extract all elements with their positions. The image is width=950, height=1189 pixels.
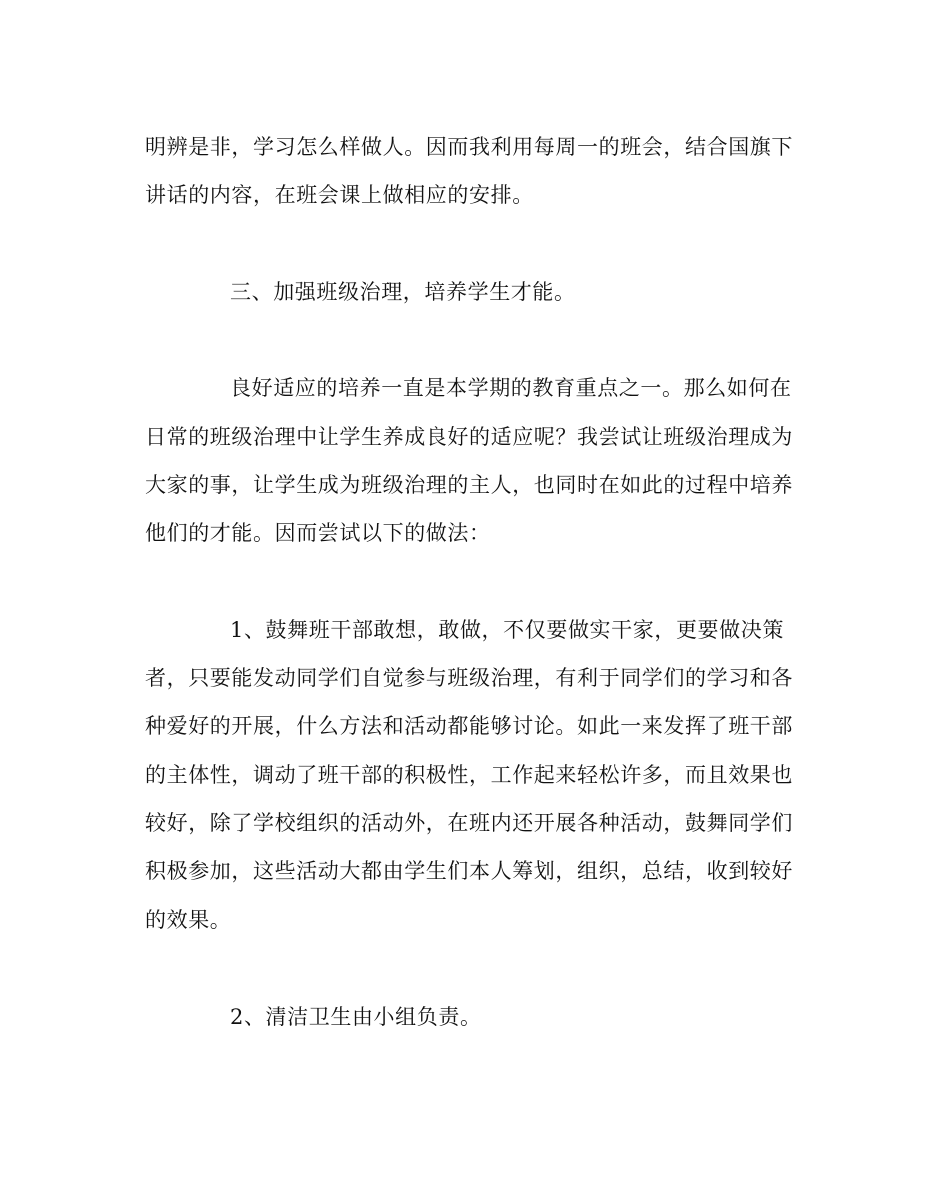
- text-line: 的效果。: [145, 908, 232, 932]
- section-heading: 三、加强班级治理，培养学生才能。: [230, 280, 576, 304]
- text-line: 大家的事，让学生成为班级治理的主人，也同时在如此的过程中培养: [145, 473, 793, 497]
- text-line: 2、清洁卫生由小组负责。: [230, 1005, 482, 1029]
- text-line: 1、鼓舞班干部敢想，敢做，不仅要做实干家，更要做决策: [230, 618, 784, 642]
- text-line: 积极参加，这些活动大都由学生们本人筹划，组织，总结，收到较好: [145, 859, 793, 883]
- text-line: 讲话的内容，在班会课上做相应的安排。: [145, 183, 534, 207]
- text-line: 良好适应的培养一直是本学期的教育重点之一。那么如何在: [230, 376, 792, 400]
- text-line: 种爱好的开展，什么方法和活动都能够讨论。如此一来发挥了班干部: [145, 714, 793, 738]
- text-line: 日常的班级治理中让学生养成良好的适应呢？我尝试让班级治理成为: [145, 425, 793, 449]
- text-line: 者，只要能发动同学们自觉参与班级治理，有利于同学们的学习和各: [145, 666, 793, 690]
- text-line: 较好，除了学校组织的活动外，在班内还开展各种活动，鼓舞同学们: [145, 811, 793, 835]
- text-line: 明辨是非，学习怎么样做人。因而我利用每周一的班会，结合国旗下: [145, 135, 793, 159]
- text-line: 他们的才能。因而尝试以下的做法：: [145, 521, 491, 545]
- text-line: 的主体性，调动了班干部的积极性，工作起来轻松许多，而且效果也: [145, 763, 793, 787]
